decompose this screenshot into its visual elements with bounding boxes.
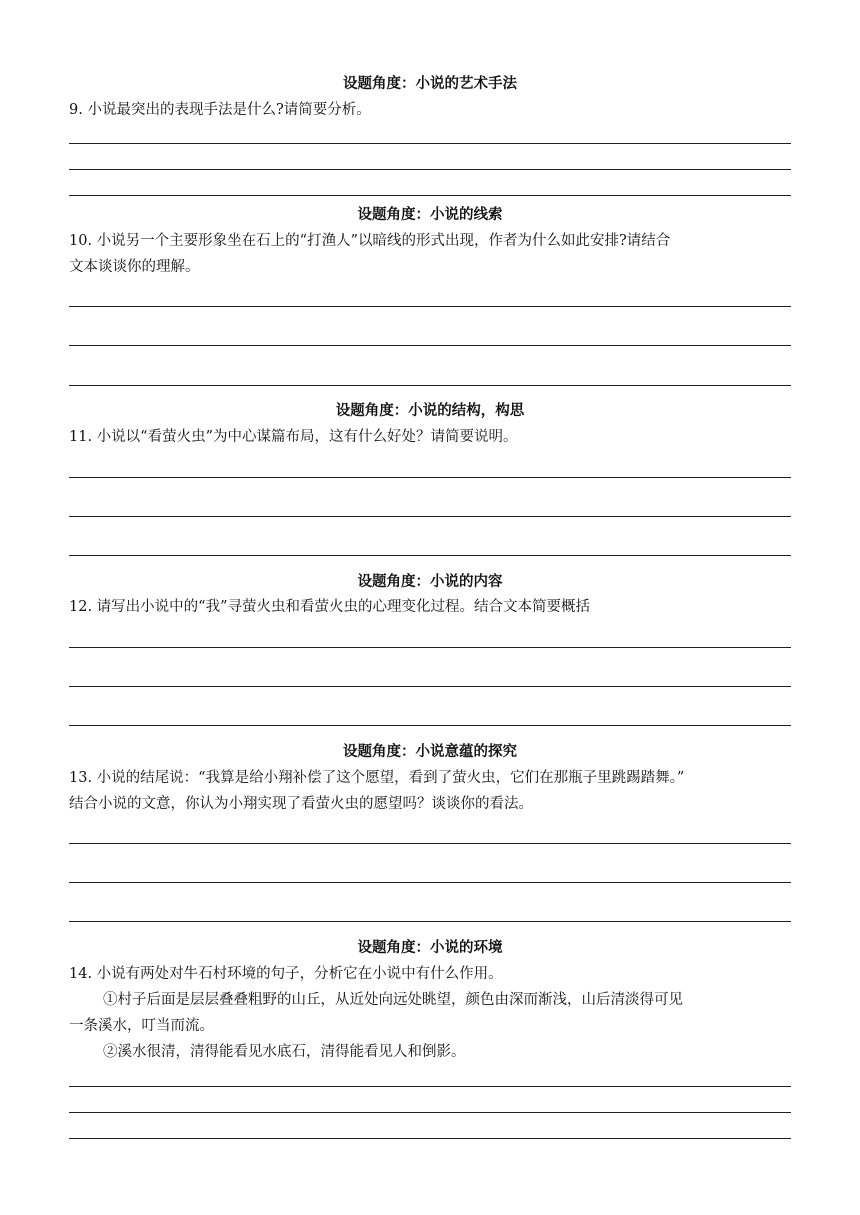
answer-line: [69, 1112, 791, 1113]
answer-line: [69, 725, 791, 726]
section-heading-art-technique: 设题角度：小说的艺术手法: [343, 76, 517, 92]
answer-line: [69, 921, 791, 922]
question-14-quote-2: ②溪水很清，清得能看见水底石，清得能看见人和倒影。: [103, 1044, 466, 1060]
answer-line: [69, 686, 791, 687]
question-14-quote-1-line-2: 一条溪水，叮当而流。: [69, 1018, 214, 1034]
question-10-line-1: 10. 小说另一个主要形象坐在石上的“打渔人”以暗线的形式出现，作者为什么如此安排?请结合: [69, 233, 671, 249]
section-heading-content: 设题角度：小说的内容: [357, 574, 503, 590]
section-heading-environment: 设题角度：小说的环境: [357, 940, 503, 956]
answer-line: [69, 1138, 791, 1139]
question-14-quote-1-line-1: ①村子后面是层层叠叠粗野的山丘，从近处向远处眺望，颜色由深而渐浅，山后清淡得可见: [103, 992, 683, 1008]
answer-line: [69, 477, 791, 478]
answer-line: [69, 306, 791, 307]
question-13-line-2: 结合小说的文意，你认为小翔实现了看萤火虫的愿望吗？谈谈你的看法。: [69, 796, 533, 812]
question-10-line-2: 文本谈谈你的理解。: [69, 259, 200, 275]
answer-line: [69, 1086, 791, 1087]
answer-line: [69, 843, 791, 844]
answer-line: [69, 647, 791, 648]
answer-line: [69, 143, 791, 144]
answer-line: [69, 195, 791, 196]
section-heading-meaning: 设题角度：小说意蕴的探究: [343, 744, 517, 760]
answer-line: [69, 385, 791, 386]
answer-line: [69, 555, 791, 556]
question-9-text: 9. 小说最突出的表现手法是什么?请简要分析。: [69, 102, 371, 118]
question-12-text: 12. 请写出小说中的“我”寻萤火虫和看萤火虫的心理变化过程。结合文本简要概括: [69, 599, 590, 615]
question-11-text: 11. 小说以“看萤火虫”为中心谋篇布局，这有什么好处？请简要说明。: [69, 429, 518, 445]
question-13-line-1: 13. 小说的结尾说：“我算是给小翔补偿了这个愿望，看到了萤火虫，它们在那瓶子里跳踢踏舞。”: [69, 770, 685, 786]
answer-line: [69, 882, 791, 883]
answer-line: [69, 169, 791, 170]
answer-line: [69, 516, 791, 517]
question-14-line-1: 14. 小说有两处对牛石村环境的句子，分析它在小说中有什么作用。: [69, 966, 503, 982]
section-heading-structure: 设题角度：小说的结构，构思: [335, 403, 525, 419]
answer-line: [69, 345, 791, 346]
section-heading-clue: 设题角度：小说的线索: [357, 207, 503, 223]
